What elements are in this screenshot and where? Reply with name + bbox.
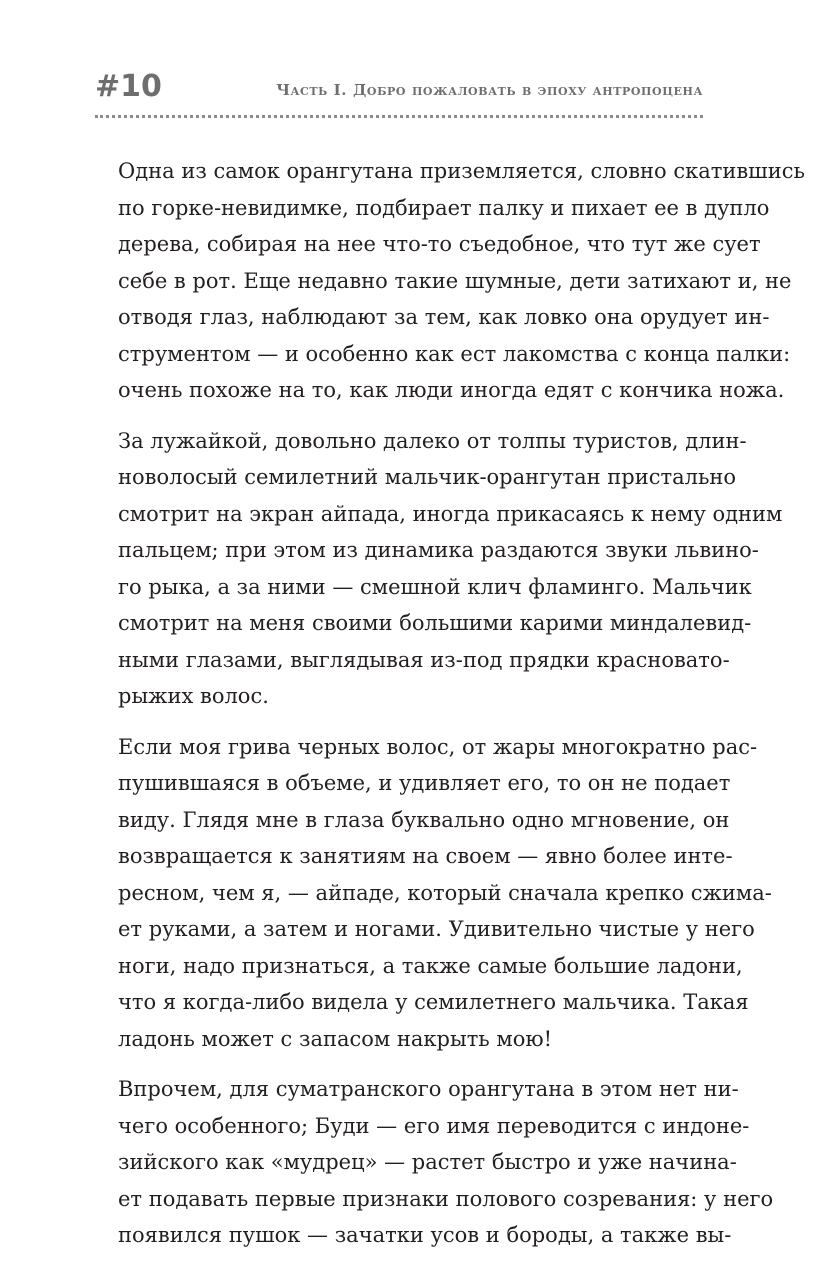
text-line: ноги, надо признаться, а также самые большие ладони,: [118, 953, 743, 978]
text-line: ными глазами, выглядывая из-под прядки красновато-: [118, 647, 730, 672]
text-line: Если моя грива черных волос, от жары многократно рас-: [118, 734, 758, 759]
text-line: что я когда-либо видела у семилетнего мальчика. Такая: [118, 990, 749, 1014]
text-line: струментом — и особенно как ест лакомства с конца палки:: [118, 341, 791, 366]
text-line: по горке-невидимке, подбирает палку и пихает ее в дупло: [118, 195, 770, 220]
text-line: возвращается к занятиям на своем — явно более инте-: [118, 844, 733, 868]
text-line: Впрочем, для суматранского орангутана в этом нет ни-: [118, 1077, 739, 1101]
text-line: чего особенного; Буди — его имя переводится с индоне-: [118, 1113, 750, 1138]
text-line: смотрит на меня своими большими карими миндалевид-: [118, 611, 752, 635]
text-line: отводя глаз, наблюдают за тем, как ловко она орудует ин-: [118, 305, 770, 329]
text-line: смотрит на экран айпада, иногда прикасаясь к нему одним: [118, 501, 783, 526]
text-line: пушившаяся в объеме, и удивляет его, то он не подает: [118, 771, 731, 795]
text-line: очень похоже на то, как люди иногда едят с кончика ножа.: [118, 378, 785, 402]
text-line: Одна из самок орангутана приземляется, словно скатившись: [118, 159, 805, 183]
text-line: За лужайкой, довольно далеко от толпы туристов, длин-: [118, 428, 747, 453]
header-dotted-rule: [95, 115, 703, 118]
page-number: #10: [95, 69, 162, 104]
page-header: [95, 70, 703, 104]
text-line: рыжих волос.: [118, 684, 269, 708]
text-line: новолосый семилетний мальчик-орангутан пристально: [118, 465, 737, 489]
text-line: пальцем; при этом из динамика раздаются звуки львино-: [118, 538, 759, 562]
paragraph-4: [118, 1071, 774, 1254]
paragraph-1: [118, 153, 805, 409]
paragraph-3: [118, 729, 772, 1058]
text-line: появился пушок — зачатки усов и бороды, а также вы-: [118, 1223, 732, 1247]
text-line: себе в рот. Еще недавно такие шумные, дети затихают и, не: [118, 268, 792, 293]
running-head: Часть I. Добро пожаловать в эпоху антропоцена: [276, 81, 703, 99]
body-text: [118, 153, 805, 1268]
text-line: ет руками, а затем и ногами. Удивительно чистые у него: [118, 917, 755, 941]
text-line: ресном, чем я, — айпаде, который сначала крепко сжима-: [118, 880, 772, 905]
text-line: дерева, собирая на нее что-то съедобное, что тут же сует: [118, 232, 761, 256]
paragraph-2: [118, 423, 783, 715]
text-line: го рыка, а за ними — смешной клич фламинго. Мальчик: [118, 574, 752, 599]
text-line: ет подавать первые признаки полового созревания: у него: [118, 1186, 774, 1211]
text-line: ладонь может с запасом накрыть мою!: [118, 1026, 553, 1051]
text-line: виду. Глядя мне в глаза буквально одно мгновение, он: [118, 807, 730, 832]
text-line: зийского как «мудрец» — растет быстро и уже начина-: [118, 1150, 737, 1174]
